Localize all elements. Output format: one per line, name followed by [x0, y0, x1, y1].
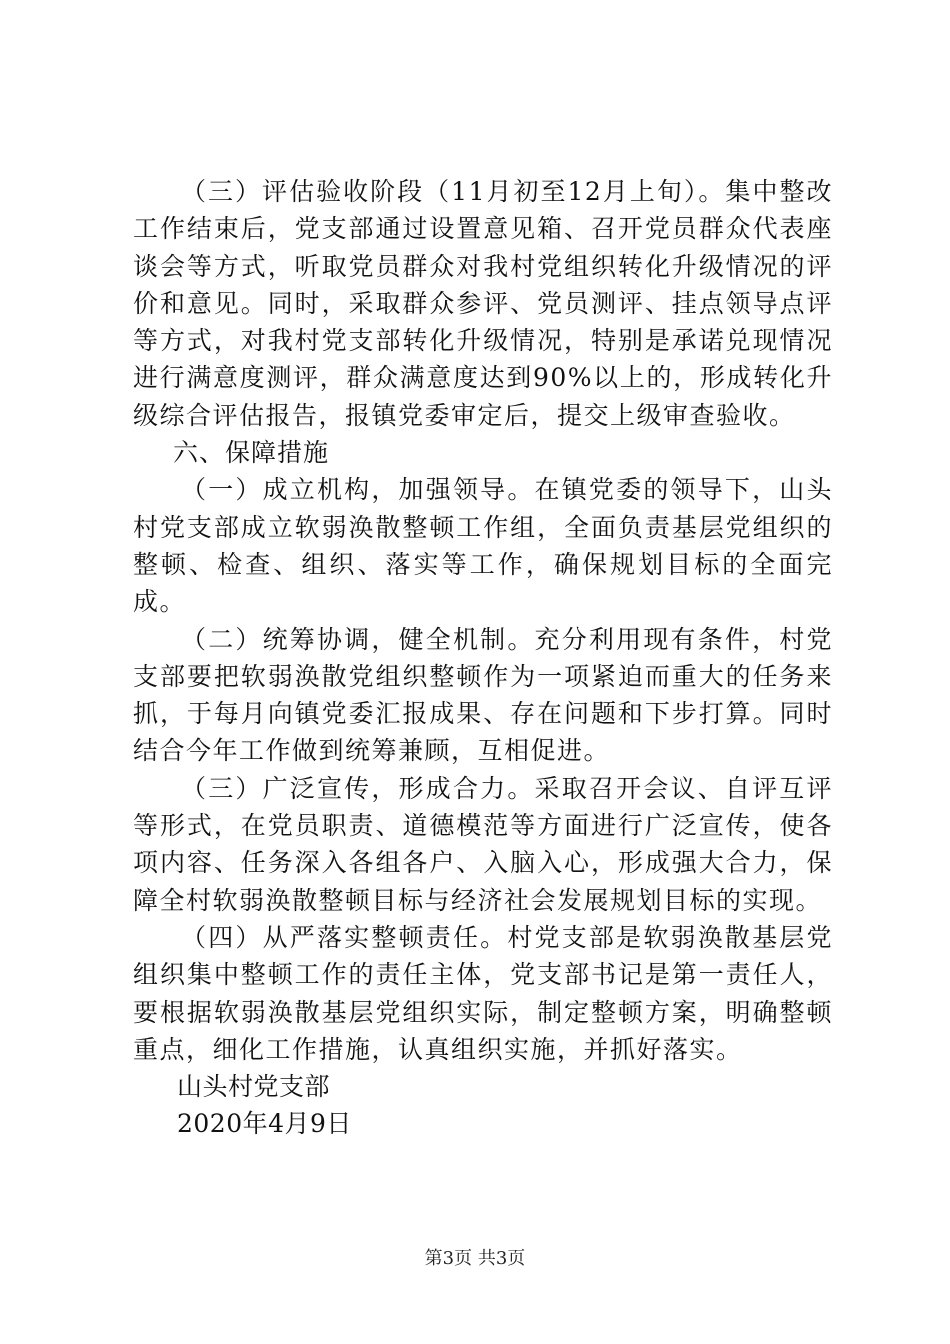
section-heading-safeguards: 六、保障措施	[173, 438, 330, 468]
signature-organization: 山头村党支部	[177, 1072, 331, 1102]
document-body	[133, 173, 833, 1143]
paragraph-measure-2: （二）统筹协调，健全机制。充分利用现有条件，村党支部要把软弱涣散党组织整顿作为一项紧迫而重大的任务来抓，于每月向镇党委汇报成果、存在问题和下步打算。同时结合今年工作做到统筹兼顾，互相促进。	[133, 624, 833, 766]
paragraph-evaluation-stage: （三）评估验收阶段（11月初至12月上旬）。集中整改工作结束后，党支部通过设置意见箱、召开党员群众代表座谈会等方式，听取党员群众对我村党组织转化升级情况的评价和意见。同时，采取群众参评、党员测评、挂点领导点评等方式，对我村党支部转化升级情况，特别是承诺兑现情况进行满意度测评，群众满意度达到90%以上的，形成转化升级综合评估报告，报镇党委审定后，提交上级审查验收。	[133, 177, 833, 430]
signature-date: 2020年4月9日	[177, 1109, 352, 1139]
page-footer: 第3页 共3页	[424, 1248, 526, 1269]
paragraph-measure-4: （四）从严落实整顿责任。村党支部是软弱涣散基层党组织集中整顿工作的责任主体，党支部书记是第一责任人，要根据软弱涣散基层党组织实际，制定整顿方案，明确整顿重点，细化工作措施，认真组织实施，并抓好落实。	[133, 922, 833, 1064]
paragraph-measure-1: （一）成立机构，加强领导。在镇党委的领导下，山头村党支部成立软弱涣散整顿工作组，全面负责基层党组织的整顿、检查、组织、落实等工作，确保规划目标的全面完成。	[133, 475, 833, 617]
paragraph-measure-3: （三）广泛宣传，形成合力。采取召开会议、自评互评等形式，在党员职责、道德模范等方面进行广泛宣传，使各项内容、任务深入各组各户、入脑入心，形成强大合力，保障全村软弱涣散整顿目标与经济社会发展规划目标的实现。	[133, 773, 833, 915]
